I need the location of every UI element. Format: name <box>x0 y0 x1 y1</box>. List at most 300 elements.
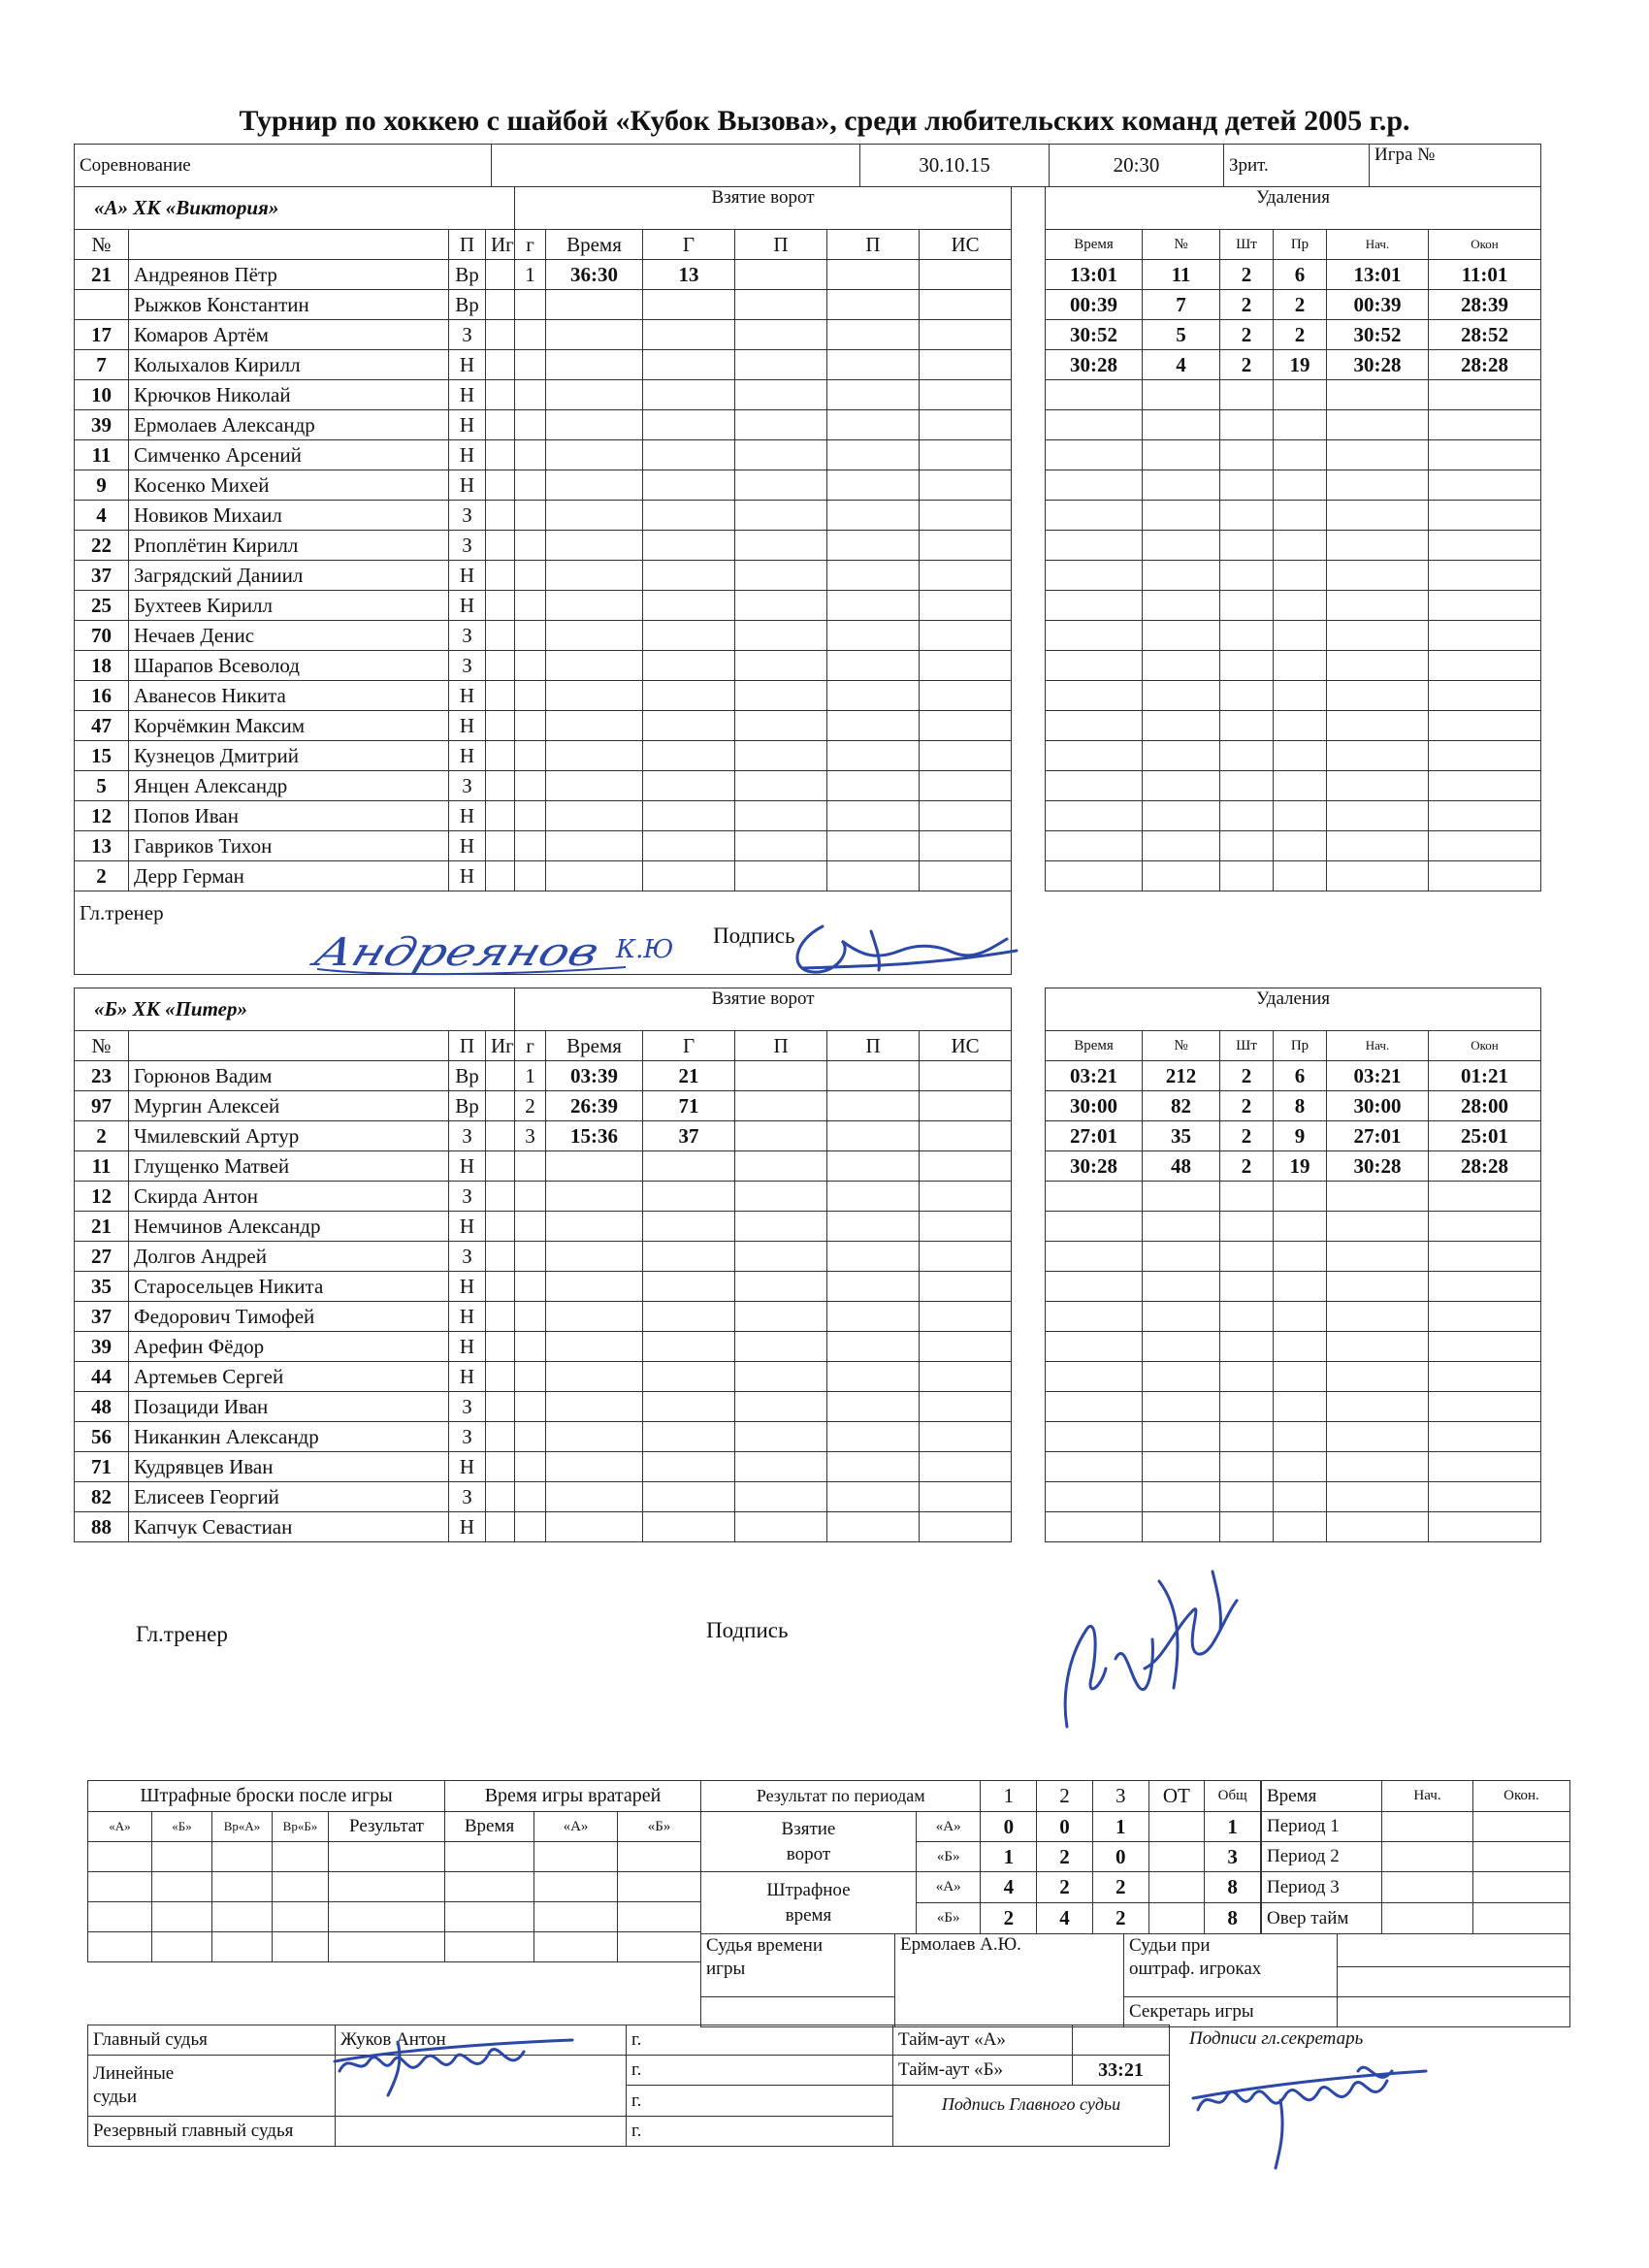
penalty-cell <box>1327 771 1429 801</box>
penalty-cell <box>1046 440 1143 470</box>
goal-cell <box>515 1272 546 1302</box>
penalty-cell <box>1274 651 1327 681</box>
goal-cell <box>643 1422 735 1452</box>
goal-cell <box>827 561 920 591</box>
goal-cell <box>546 1422 643 1452</box>
penalty-cell <box>1220 1182 1274 1212</box>
player-name: Арефин Фёдор <box>129 1332 449 1362</box>
goals-label: Взятие ворот <box>701 1812 917 1872</box>
goal-cell <box>515 741 546 771</box>
player-name: Глущенко Матвей <box>129 1151 449 1182</box>
penalty-row <box>1046 711 1541 741</box>
goalie-time-title: Время игры вратарей <box>445 1781 701 1812</box>
penalty-cell <box>1046 741 1143 771</box>
goal-cell <box>735 591 827 621</box>
player-row <box>75 621 1012 651</box>
penalty-start: 30:28 <box>1327 1151 1429 1182</box>
goal-cell <box>735 801 827 831</box>
player-number: 23 <box>75 1061 129 1091</box>
period-end-hdr: Окон. <box>1473 1781 1570 1812</box>
team-b-goals-title: Взятие ворот <box>515 988 1012 1031</box>
player-position: Н <box>449 1452 486 1482</box>
player-number: 82 <box>75 1482 129 1512</box>
goal-cell <box>546 621 643 651</box>
player-position: Н <box>449 591 486 621</box>
player-name: Дерр Герман <box>129 861 449 891</box>
player-name: Кудрявцев Иван <box>129 1452 449 1482</box>
goal-cell <box>643 380 735 410</box>
penalty-minutes: 2 <box>1220 1151 1274 1182</box>
period-times-table <box>1261 1780 1570 1934</box>
penalty-cell <box>1274 831 1327 861</box>
goal-cell <box>735 531 827 561</box>
game-number-label: Игра № <box>1370 145 1541 187</box>
penalty-cell <box>1274 531 1327 561</box>
penalty-cell <box>1046 1452 1143 1482</box>
player-number: 71 <box>75 1452 129 1482</box>
penalty-cell <box>1429 531 1541 561</box>
player-position: Н <box>449 470 486 501</box>
goal-cell <box>827 1422 920 1452</box>
goal-cell <box>827 1242 920 1272</box>
player-name: Позациди Иван <box>129 1392 449 1422</box>
pim-a-ot <box>1148 1872 1205 1903</box>
penalty-cell <box>1046 1362 1143 1392</box>
penalty-cell <box>1143 621 1220 651</box>
penalty-player: 11 <box>1143 260 1220 290</box>
team-b-penalties-title: Удаления <box>1046 988 1541 1031</box>
player-row <box>75 1452 1012 1482</box>
penalty-cell <box>1429 1272 1541 1302</box>
player-played <box>486 260 515 290</box>
player-number: 22 <box>75 531 129 561</box>
goal-cell <box>515 621 546 651</box>
player-number: 27 <box>75 1242 129 1272</box>
hdr-goal-no: г <box>515 230 546 260</box>
goal-cell <box>515 591 546 621</box>
player-position: Н <box>449 801 486 831</box>
penalty-cell <box>1274 771 1327 801</box>
timekeeper-label: Судья времени игры <box>701 1934 895 1997</box>
penalty-cell <box>1220 1302 1274 1332</box>
penalty-row <box>1046 1422 1541 1452</box>
penalty-cell <box>1429 1212 1541 1242</box>
player-name: Гавриков Тихон <box>129 831 449 861</box>
hdr-scorer: Г <box>643 1031 735 1061</box>
player-row <box>75 290 1012 320</box>
goal-cell <box>515 651 546 681</box>
referee-name: Жуков Антон <box>336 2025 627 2056</box>
hdr-num: № <box>75 1031 129 1061</box>
team-a-roster <box>74 186 1012 975</box>
player-played <box>486 1212 515 1242</box>
player-row <box>75 861 1012 891</box>
goal-cell <box>643 410 735 440</box>
penalty-cell <box>1327 531 1429 561</box>
shootout-title: Штрафные броски после игры <box>88 1781 445 1812</box>
penalty-cell <box>1143 1482 1220 1512</box>
penalty-cell <box>1046 861 1143 891</box>
penalty-cell <box>1143 1302 1220 1332</box>
penalty-cell <box>1220 1392 1274 1422</box>
penalty-cell <box>1046 651 1143 681</box>
goal-cell <box>515 1452 546 1482</box>
player-position: Н <box>449 410 486 440</box>
penalty-cell <box>1274 1512 1327 1542</box>
penalty-cell <box>1143 1272 1220 1302</box>
player-played <box>486 380 515 410</box>
player-name: Колыхалов Кирилл <box>129 350 449 380</box>
team-b-signature-label: Подпись <box>706 1618 789 1642</box>
player-played <box>486 801 515 831</box>
goal-cell <box>827 320 920 350</box>
goal-cell <box>735 1422 827 1452</box>
penalty-cell <box>1327 470 1429 501</box>
penalty-cell <box>1143 440 1220 470</box>
player-position: Н <box>449 861 486 891</box>
goal-cell <box>546 1452 643 1482</box>
player-number: 16 <box>75 681 129 711</box>
penalty-time: 30:52 <box>1046 320 1143 350</box>
penalty-cell <box>1143 591 1220 621</box>
pim-b-p3: 2 <box>1092 1903 1148 1934</box>
penalty-row <box>1046 591 1541 621</box>
penalty-reason: 19 <box>1274 350 1327 380</box>
penalty-cell <box>1046 1392 1143 1422</box>
player-row <box>75 1302 1012 1332</box>
penalty-cell <box>1046 380 1143 410</box>
penalty-cell <box>1143 380 1220 410</box>
player-name: Аванесов Никита <box>129 681 449 711</box>
penalty-row <box>1046 561 1541 591</box>
hdr-is: ИС <box>920 230 1012 260</box>
goal-cell <box>920 741 1012 771</box>
player-name: Федорович Тимофей <box>129 1302 449 1332</box>
goal-cell <box>735 1512 827 1542</box>
penalty-row <box>1046 531 1541 561</box>
penalty-player: 212 <box>1143 1061 1220 1091</box>
player-name: Новиков Михаил <box>129 501 449 531</box>
penalty-cell <box>1143 1392 1220 1422</box>
penalty-time: 00:39 <box>1046 290 1143 320</box>
goal-cell <box>827 1392 920 1422</box>
penalty-row <box>1046 1452 1541 1482</box>
penalty-row <box>1046 801 1541 831</box>
penalty-minutes: 2 <box>1220 1091 1274 1121</box>
goal-assist-2 <box>827 1061 920 1091</box>
goal-cell <box>515 470 546 501</box>
goal-cell <box>827 1302 920 1332</box>
penalty-cell <box>1429 711 1541 741</box>
penalty-player: 48 <box>1143 1151 1220 1182</box>
penalty-cell <box>1274 1242 1327 1272</box>
period-col-ot: ОТ <box>1148 1781 1205 1812</box>
player-row <box>75 1091 1012 1121</box>
referee-city: г. <box>627 2025 893 2056</box>
goal-cell <box>643 711 735 741</box>
player-number: 37 <box>75 561 129 591</box>
penalty-row <box>1046 1061 1541 1091</box>
team-a-goals-title: Взятие ворот <box>515 187 1012 230</box>
player-number: 2 <box>75 1121 129 1151</box>
player-played <box>486 861 515 891</box>
player-number: 5 <box>75 771 129 801</box>
goal-cell <box>546 1272 643 1302</box>
penalty-cell <box>1429 1452 1541 1482</box>
penalty-cell <box>1429 1482 1541 1512</box>
overtime-label: Овер тайм <box>1262 1903 1382 1934</box>
goal-cell <box>920 350 1012 380</box>
player-row <box>75 1422 1012 1452</box>
goal-cell <box>643 290 735 320</box>
penalty-cell <box>1327 621 1429 651</box>
player-position: З <box>449 1482 486 1512</box>
penalty-cell <box>1274 711 1327 741</box>
penalty-cell <box>1429 410 1541 440</box>
goal-cell <box>515 501 546 531</box>
referee-signature-label: Подпись Главного судьи <box>941 2094 1121 2114</box>
penalty-row <box>1046 1362 1541 1392</box>
hdr-scorer: Г <box>643 230 735 260</box>
player-played <box>486 1362 515 1392</box>
player-played <box>486 501 515 531</box>
player-name: Крючков Николай <box>129 380 449 410</box>
linesman-1-city: г. <box>627 2056 893 2086</box>
hdr-assist-1: П <box>735 230 827 260</box>
goals-team-b: «Б» <box>916 1842 981 1872</box>
player-number: 25 <box>75 591 129 621</box>
penalty-cell <box>1220 711 1274 741</box>
penalty-cell <box>1046 831 1143 861</box>
penalty-cell <box>1220 1212 1274 1242</box>
goal-cell <box>643 1452 735 1482</box>
penalty-minutes: 2 <box>1220 1121 1274 1151</box>
hdr-pen-num: № <box>1143 230 1220 260</box>
goal-cell <box>920 1212 1012 1242</box>
goal-cell <box>515 1212 546 1242</box>
player-played <box>486 290 515 320</box>
goal-assist-2 <box>827 1121 920 1151</box>
player-played <box>486 1452 515 1482</box>
goal-cell <box>735 470 827 501</box>
goal-cell <box>827 861 920 891</box>
goal-scorer: 13 <box>643 260 735 290</box>
penalty-reason: 9 <box>1274 1121 1327 1151</box>
player-number: 97 <box>75 1091 129 1121</box>
timeout-b-value: 33:21 <box>1073 2056 1170 2086</box>
goal-cell <box>920 1362 1012 1392</box>
player-row <box>75 651 1012 681</box>
player-number: 44 <box>75 1362 129 1392</box>
referee-label: Главный судья <box>88 2025 336 2056</box>
penalty-start: 03:21 <box>1327 1061 1429 1091</box>
player-number: 9 <box>75 470 129 501</box>
player-row <box>75 1151 1012 1182</box>
goals-a-p1: 0 <box>981 1812 1037 1842</box>
goal-cell <box>827 290 920 320</box>
player-played <box>486 621 515 651</box>
penalty-cell <box>1143 1242 1220 1272</box>
meta-row <box>74 144 1541 187</box>
hdr-assist-1: П <box>735 1031 827 1061</box>
goal-cell <box>920 290 1012 320</box>
player-name: Попов Иван <box>129 801 449 831</box>
goal-cell <box>827 440 920 470</box>
penalty-cell <box>1046 1212 1143 1242</box>
goal-cell <box>735 380 827 410</box>
periods-title: Результат по периодам <box>701 1781 981 1812</box>
goal-cell <box>643 1242 735 1272</box>
goal-cell <box>920 1182 1012 1212</box>
goal-cell <box>827 681 920 711</box>
goal-cell <box>827 380 920 410</box>
goal-cell <box>735 1272 827 1302</box>
player-number: 39 <box>75 1332 129 1362</box>
player-row <box>75 440 1012 470</box>
goalie-col-a: «А» <box>534 1812 618 1842</box>
goal-cell <box>515 681 546 711</box>
goals-b-p2: 2 <box>1037 1842 1093 1872</box>
hdr-played: Иг <box>486 1031 515 1061</box>
player-row <box>75 260 1012 290</box>
goal-number: 1 <box>515 1061 546 1091</box>
goal-cell <box>920 1272 1012 1302</box>
goal-cell <box>643 681 735 711</box>
goal-number: 1 <box>515 260 546 290</box>
goal-cell <box>515 561 546 591</box>
secretary-label: Секретарь игры <box>1124 1997 1338 2027</box>
timekeeper-name: Ермолаев А.Ю. <box>895 1934 1124 2027</box>
goal-cell <box>735 1212 827 1242</box>
penalty-cell <box>1327 1212 1429 1242</box>
penalty-cell <box>1046 1242 1143 1272</box>
goal-cell <box>920 1512 1012 1542</box>
player-name: Бухтеев Кирилл <box>129 591 449 621</box>
penalty-cell <box>1220 681 1274 711</box>
player-row <box>75 831 1012 861</box>
goal-cell <box>546 290 643 320</box>
player-name: Косенко Михей <box>129 470 449 501</box>
penalty-cell <box>1220 1242 1274 1272</box>
player-played <box>486 1302 515 1332</box>
player-name: Мургин Алексей <box>129 1091 449 1121</box>
hdr-assist-2: П <box>827 1031 920 1061</box>
player-row <box>75 470 1012 501</box>
penalty-cell <box>1046 531 1143 561</box>
player-position: З <box>449 1392 486 1422</box>
shootout-goalie-table <box>87 1780 701 1962</box>
player-played <box>486 741 515 771</box>
penalty-cell <box>1143 1362 1220 1392</box>
penalty-cell <box>1046 1482 1143 1512</box>
goal-cell <box>643 621 735 651</box>
penalty-cell <box>1143 1452 1220 1482</box>
player-name: Янцен Александр <box>129 771 449 801</box>
penalty-cell <box>1327 651 1429 681</box>
player-position: З <box>449 501 486 531</box>
player-position: Н <box>449 711 486 741</box>
goal-scorer: 71 <box>643 1091 735 1121</box>
penalty-time: 30:00 <box>1046 1091 1143 1121</box>
penalty-cell <box>1220 1332 1274 1362</box>
penalty-row <box>1046 290 1541 320</box>
penalty-start: 13:01 <box>1327 260 1429 290</box>
goal-cell <box>827 1482 920 1512</box>
player-row <box>75 410 1012 440</box>
penalty-cell <box>1046 501 1143 531</box>
penalty-cell <box>1429 1422 1541 1452</box>
goal-cell <box>827 1182 920 1212</box>
goal-cell <box>735 741 827 771</box>
player-number: 17 <box>75 320 129 350</box>
player-name: Загрядский Даниил <box>129 561 449 591</box>
goal-cell <box>827 711 920 741</box>
player-position: Н <box>449 681 486 711</box>
player-number: 11 <box>75 440 129 470</box>
player-row <box>75 380 1012 410</box>
hdr-goal-time: Время <box>546 230 643 260</box>
goal-cell <box>515 1512 546 1542</box>
goal-cell <box>827 531 920 561</box>
player-number: 10 <box>75 380 129 410</box>
penalty-end: 25:01 <box>1429 1121 1541 1151</box>
penalty-cell <box>1274 1422 1327 1452</box>
penalty-cell <box>1327 410 1429 440</box>
goal-cell <box>735 1392 827 1422</box>
penalty-time: 03:21 <box>1046 1061 1143 1091</box>
goal-cell <box>515 1242 546 1272</box>
goal-cell <box>546 1482 643 1512</box>
penalty-cell <box>1220 1482 1274 1512</box>
penalty-cell <box>1274 410 1327 440</box>
player-played <box>486 410 515 440</box>
player-row <box>75 1212 1012 1242</box>
goal-cell <box>515 410 546 440</box>
goal-cell <box>515 290 546 320</box>
player-row <box>75 1512 1012 1542</box>
period-start-hdr: Нач. <box>1382 1781 1473 1812</box>
goal-cell <box>920 380 1012 410</box>
penalty-cell <box>1046 1272 1143 1302</box>
penalty-cell <box>1274 801 1327 831</box>
shootout-col-gk-a: Вр«А» <box>212 1812 273 1842</box>
goal-cell <box>515 531 546 561</box>
penalty-row <box>1046 861 1541 891</box>
player-number: 47 <box>75 711 129 741</box>
penalty-cell <box>1143 501 1220 531</box>
competition-label: Соревнование <box>75 145 492 187</box>
goal-cell <box>827 1151 920 1182</box>
penalty-cell <box>1327 561 1429 591</box>
goal-cell <box>546 350 643 380</box>
penalty-cell <box>1274 1302 1327 1332</box>
goal-cell <box>827 741 920 771</box>
player-position: З <box>449 320 486 350</box>
referee-signature-mark <box>330 2023 582 2100</box>
player-position: Вр <box>449 1091 486 1121</box>
penalty-cell <box>1327 380 1429 410</box>
penalty-cell <box>1274 741 1327 771</box>
penalty-judges-label: Судьи при оштраф. игроках <box>1124 1934 1338 1997</box>
penalty-cell <box>1046 410 1143 440</box>
goal-cell <box>515 1392 546 1422</box>
team-b-roster <box>74 988 1012 1542</box>
player-number: 4 <box>75 501 129 531</box>
penalty-row <box>1046 771 1541 801</box>
player-played <box>486 711 515 741</box>
penalty-cell <box>1274 1182 1327 1212</box>
goal-cell <box>920 1482 1012 1512</box>
